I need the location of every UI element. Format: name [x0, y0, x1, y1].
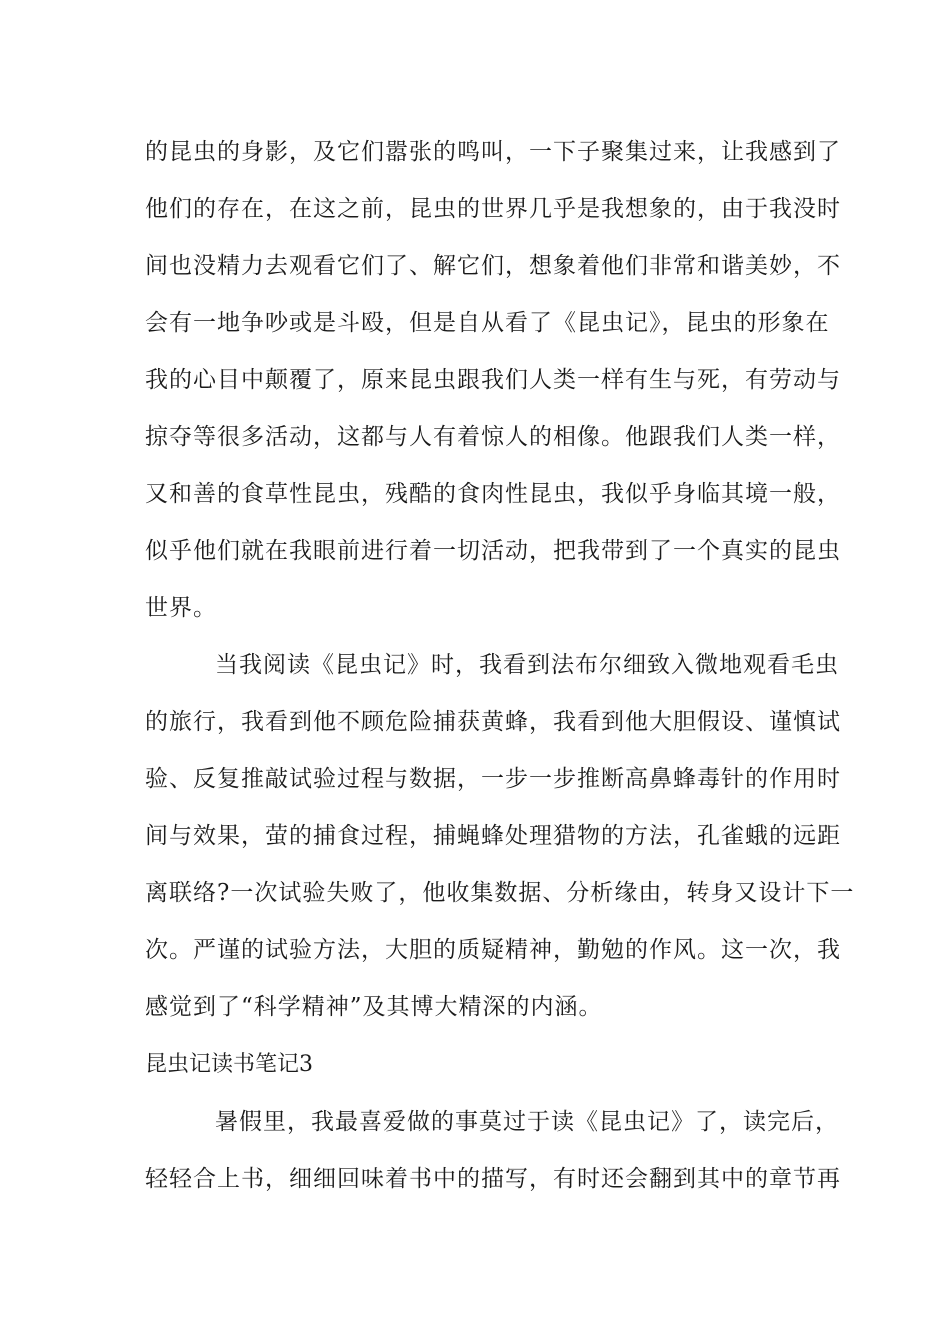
paragraph-1-line-4: 会有一地争吵或是斗殴，但是自从看了《昆虫记》，昆虫的形象在	[145, 310, 830, 336]
paragraph-1-line-5: 我的心目中颠覆了，原来昆虫跟我们人类一样有生与死，有劳动与	[145, 367, 841, 393]
paragraph-2-line-2: 的旅行，我看到他不顾危险捕获黄蜂，我看到他大胆假设、谨慎试	[145, 709, 841, 735]
paragraph-1-line-8: 似乎他们就在我眼前进行着一切活动，把我带到了一个真实的昆虫	[145, 538, 841, 564]
paragraph-2-line-4: 间与效果，萤的捕食过程，捕蝇蜂处理猎物的方法，孔雀蛾的远距	[145, 823, 841, 849]
paragraph-3-line-2: 轻轻合上书，细细回味着书中的描写，有时还会翻到其中的章节再	[145, 1166, 841, 1192]
paragraph-2-line-1: 当我阅读《昆虫记》时，我看到法布尔细致入微地观看毛虫	[215, 652, 839, 678]
paragraph-1-line-3: 间也没精力去观看它们了、解它们，想象着他们非常和谐美妙，不	[145, 253, 841, 279]
paragraph-2-line-6: 次。严谨的试验方法，大胆的质疑精神，勤勉的作风。这一次，我	[145, 937, 841, 963]
section-heading: 昆虫记读书笔记3	[145, 1052, 313, 1077]
paragraph-1-line-1: 的昆虫的身影，及它们嚣张的鸣叫，一下子聚集过来，让我感到了	[145, 139, 841, 165]
paragraph-1-line-9: 世界。	[145, 595, 217, 621]
paragraph-2-line-3: 验、反复推敲试验过程与数据，一步一步推断高鼻蜂毒针的作用时	[145, 766, 841, 792]
paragraph-1-line-2: 他们的存在，在这之前，昆虫的世界几乎是我想象的，由于我没时	[145, 196, 841, 222]
paragraph-1-line-7: 又和善的食草性昆虫，残酷的食肉性昆虫，我似乎身临其境一般，	[145, 481, 841, 507]
paragraph-3-line-1: 暑假里，我最喜爱做的事莫过于读《昆虫记》了，读完后，	[215, 1109, 839, 1135]
paragraph-1-line-6: 掠夺等很多活动，这都与人有着惊人的相像。他跟我们人类一样，	[145, 424, 841, 450]
paragraph-2-line-7: 感觉到了“科学精神”及其博大精深的内涵。	[145, 994, 603, 1020]
paragraph-2-line-5: 离联络?一次试验失败了，他收集数据、分析缘由，转身又设计下一	[145, 880, 855, 906]
